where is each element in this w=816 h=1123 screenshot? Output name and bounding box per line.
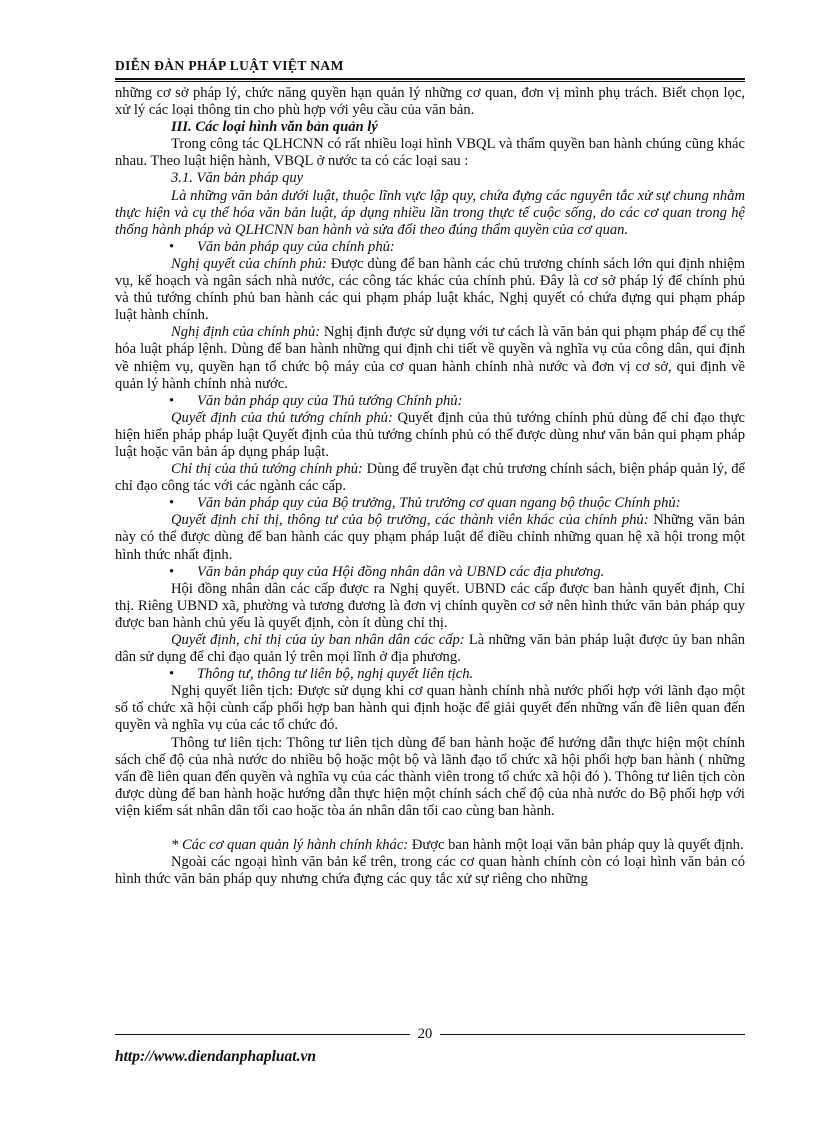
term: Nghị quyết của chính phủ: xyxy=(171,255,327,272)
document-body xyxy=(115,85,745,888)
term-text: Nghị định được sử dụng với tư cách là văn bản qui phạm pháp để cụ thể hóa luật pháp lệnh. Dùng để ban hành những qui định chi tiết về quyền và nghĩa vụ của công dân, qui định về nhiệm vụ, quyền hạn tổ chức bộ máy của cơ quan hành chính nhà nước và đơn vị cơ sở, qui định về quản lý hành chính nhà nước. xyxy=(115,324,745,392)
header-rule xyxy=(115,78,745,80)
term-text: Dùng để truyền đạt chủ trương chính sách, biện pháp quản lý, để chỉ đạo công tác với các ngành các cấp. xyxy=(115,461,745,495)
term: Quyết định, chỉ thị của ủy ban nhân dân các cấp: xyxy=(171,632,465,648)
paragraph: những cơ sở pháp lý, chức năng quyền hạn quản lý những cơ quan, đơn vị mình phụ trách. Biết chọn lọc, xử lý các loại thông tin cho phù hợp với yêu cầu của văn bản. xyxy=(115,85,745,119)
term: Quyết định của thủ tướng chính phủ: xyxy=(171,409,393,426)
term-text: Được dùng để ban hành các chủ trương chính sách lớn qui định nhiệm vụ, kế hoạch và ngân sách nhà nước, các công tác khác của chính phủ. Đây là cơ sở pháp lý để chính phủ và thủ tướng chính phủ ban hành các qui phạm pháp luật khác, Nghị quyết có chứa đựng qui phạm pháp luật hành chính. xyxy=(115,255,745,324)
section-heading: III. Các loại hình văn bản quản lý xyxy=(171,119,378,136)
running-header: DIỄN ĐÀN PHÁP LUẬT VIỆT NAM xyxy=(115,58,344,73)
term: * Các cơ quan quản lý hành chính khác: xyxy=(171,837,409,854)
paragraph xyxy=(115,632,745,666)
paragraph: Trong công tác QLHCNN có rất nhiều loại hình VBQL và thẩm quyền ban hành chúng cũng khác nhau. Theo luật hiện hành, VBQL ở nước ta có các loại sau : xyxy=(115,136,745,170)
header-rule-thin xyxy=(115,81,745,82)
bullet-item: • Văn bản pháp quy của chính phủ: xyxy=(115,239,745,256)
paragraph: Nghị quyết liên tịch: Được sử dụng khi cơ quan hành chính nhà nước phối hợp với lãnh đạo một số tổ chức xã hội cùnh cấp phối hợp ban hành qui định hoặc để giải quyết đến những vấn đề liên quan đến quyền và nghĩa vụ của các tổ chức đó. xyxy=(115,683,745,734)
bullet-item: • Văn bản pháp quy của Hội đồng nhân dân và UBND các địa phương. xyxy=(115,564,745,581)
paragraph: Hội đồng nhân dân các cấp được ra Nghị quyết. UBND các cấp được ban hành quyết định, Chỉ thị. Riêng UBND xã, phường và tương đương là đơn vị chính quyền cơ sở nên hình thức văn bản pháp quy được ban hành chủ yếu là quyết định, còn ít dùng chỉ thị. xyxy=(115,580,745,631)
paragraph xyxy=(115,461,745,495)
term-text: Là những văn bản pháp luật được ủy ban nhân dân sử dụng để chỉ đạo quản lý trên mọi lĩnh ở địa phương. xyxy=(115,632,745,666)
bullet-item: • Văn bản pháp quy của Thủ tướng Chính phủ: xyxy=(115,393,745,410)
paragraph: Thông tư liên tịch: Thông tư liên tịch dùng để ban hành hoặc để hướng dẫn thực hiện một chính sách chế độ của nhà nước do nhiều bộ hoặc một bộ và lãnh đạo tổ chức xã hội phối hợp ban hành ( những vấn đề liên quan đến quyền và nghĩa vụ của các thành viên trong tổ chức xã hội đó ). Thông tư liên tịch còn được dùng để ban hành hoặc hướng dẫn thực hiện một chính sách chế độ của nhà nước do Bộ phối hợp với viện kiểm sát nhân dân tối cao hoặc tòa án nhân dân tối cao cùng ban hành. xyxy=(115,734,745,819)
paragraph xyxy=(115,256,745,324)
page-number: 20 xyxy=(417,1026,433,1042)
bullet-item: • Thông tư, thông tư liên bộ, nghị quyết liên tịch. xyxy=(115,666,745,683)
paragraph xyxy=(115,837,745,854)
footer-url-link[interactable]: http://www.diendanphapluat.vn xyxy=(115,1048,316,1065)
term: Nghị định của chính phủ: xyxy=(171,324,321,341)
paragraph: Ngoài các ngoại hình văn bản kể trên, trong các cơ quan hành chính còn có loại hình văn bản có hình thức văn bản pháp quy nhưng chứa đựng các quy tắc xử sự riêng cho những xyxy=(115,854,745,888)
paragraph xyxy=(115,410,745,461)
term: Chỉ thị của thủ tướng chính phủ: xyxy=(171,461,363,478)
footer-rule-right xyxy=(440,1034,745,1035)
term-text: Quyết định của thủ tướng chính phủ dùng để chỉ đạo thực hiện hiến pháp pháp luật Quyết định của thủ tướng chính phủ có thể được dùng như văn bản qui phạm pháp luật hoặc văn bản áp dụng pháp luật. xyxy=(115,409,745,460)
term: Quyết định chỉ thị, thông tư của bộ trưởng, các thành viên khác của chính phủ: xyxy=(171,512,649,529)
subsection-heading: 3.1. Văn bản pháp quy xyxy=(171,170,304,187)
term-text: Được ban hành một loại văn bản pháp quy là quyết định. xyxy=(408,837,744,854)
paragraph xyxy=(115,512,745,563)
bullet-item: • Văn bản pháp quy của Bộ trưởng, Thủ trưởng cơ quan ngang bộ thuộc Chính phủ: xyxy=(115,495,745,512)
footer-rule-left xyxy=(115,1034,410,1035)
term-text: Những văn bản này có thể được dùng để ban hành các quy phạm pháp luật để điều chỉnh những quan hệ xã hội trong một hình thức nhất định. xyxy=(115,512,745,563)
paragraph xyxy=(115,324,745,392)
definition-paragraph: Là những văn bản dưới luật, thuộc lĩnh vực lập quy, chứa đựng các nguyên tắc xử sự chung nhằm thực hiện và cụ thể hóa văn bản luật, áp dụng nhiều lần trong thực tế cuộc sống, do các cơ quan trong hệ thống hành pháp và QLHCNN ban hành và sửa đổi theo đúng thẩm quyền của cơ quan. xyxy=(115,187,745,238)
spacer xyxy=(115,820,745,837)
